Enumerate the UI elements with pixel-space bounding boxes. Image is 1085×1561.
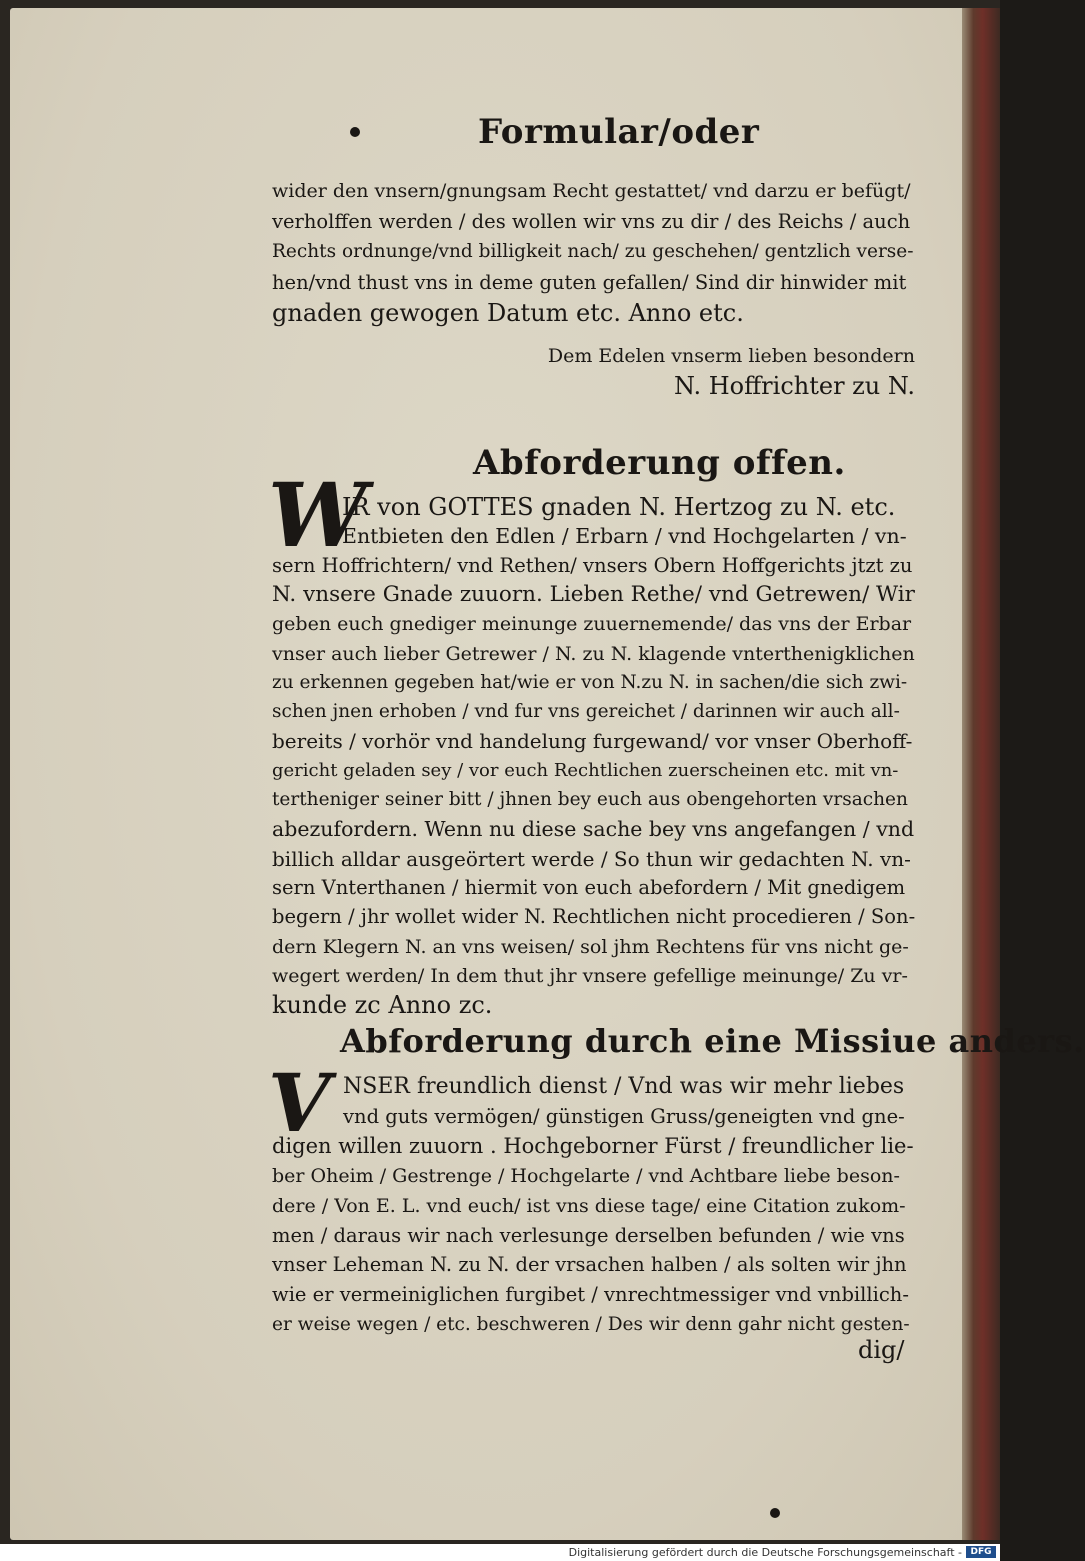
section1-line: abezufordern. Wenn nu diese sache bey vns angefangen / vnd bbox=[272, 817, 915, 842]
section2-heading: Abforderung durch eine Missiue anders. bbox=[340, 1022, 1085, 1060]
section2-line: digen willen zuuorn . Hochgeborner Fürst / freundlicher lie- bbox=[272, 1134, 914, 1159]
section2-line: NSER freundlich dienst / Vnd was wir mehr liebes bbox=[343, 1074, 905, 1099]
section2-line: vnser Leheman N. zu N. der vrsachen halben / als solten wir jhn bbox=[272, 1253, 907, 1277]
section1-line: vnser auch lieber Getrewer / N. zu N. klagende vnterthenigklichen bbox=[272, 642, 915, 665]
catchword: dig/ bbox=[858, 1336, 905, 1364]
section1-line: geben euch gnediger meinunge zuuernemende/ das vns der Erbar bbox=[272, 613, 912, 636]
address-line: Dem Edelen vnserm lieben besondern bbox=[547, 345, 915, 367]
footer-bar bbox=[0, 1544, 1000, 1561]
section2-line: vnd guts vermögen/ günstigen Gruss/geneigten vnd gne- bbox=[343, 1104, 905, 1128]
section2-initial: V bbox=[268, 1056, 331, 1150]
section1-line: sern Vnterthanen / hiermit von euch abefordern / Mit gnedigem bbox=[272, 875, 906, 899]
section1-line: zu erkennen gegeben hat/wie er von N.zu N. in sachen/die sich zwi- bbox=[272, 671, 908, 693]
section2-line: wie er vermeiniglichen furgibet / vnrechtmessiger vnd vnbillich- bbox=[272, 1282, 909, 1306]
ornament-dot-top bbox=[350, 127, 360, 137]
ornament-dot-bottom bbox=[770, 1508, 780, 1518]
section1-line: wegert werden/ In dem thut jhr vnsere gefellige meinunge/ Zu vr- bbox=[272, 964, 908, 987]
section1-line: bereits / vorhör vnd handelung furgewand/ vor vnser Oberhoff- bbox=[272, 729, 913, 754]
opening-line: gnaden gewogen Datum etc. Anno etc. bbox=[272, 299, 744, 327]
section2-line: ber Oheim / Gestrenge / Hochgelarte / vnd Achtbare liebe beson- bbox=[272, 1165, 900, 1188]
section1-line: dern Klegern N. an vns weisen/ sol jhm Rechtens für vns nicht ge- bbox=[272, 935, 909, 958]
footer-credit: Digitalisierung gefördert durch die Deutsche Forschungsgemeinschaft - bbox=[568, 1546, 962, 1559]
section1-line: Entbieten den Edlen / Erbarn / vnd Hochgelarten / vn- bbox=[342, 524, 907, 549]
section1-line: tertheniger seiner bitt / jhnen bey euch aus obengehorten vrsachen bbox=[272, 789, 908, 810]
opening-line: verholffen werden / des wollen wir vns zu dir / des Reichs / auch bbox=[272, 209, 911, 233]
section1-initial: W bbox=[268, 463, 367, 567]
section2-line: dere / Von E. L. vnd euch/ ist vns diese tage/ eine Citation zukom- bbox=[272, 1194, 906, 1217]
opening-line: Rechts ordnunge/vnd billigkeit nach/ zu geschehen/ gentzlich verse- bbox=[272, 241, 914, 262]
running-head: Formular/oder bbox=[478, 112, 760, 152]
section1-line: sern Hoffrichtern/ vnd Rethen/ vnsers Obern Hoffgerichts jtzt zu bbox=[272, 553, 913, 577]
binding-edge bbox=[962, 8, 1000, 1540]
opening-line: wider den vnsern/gnungsam Recht gestattet/ vnd darzu er befügt/ bbox=[272, 180, 911, 202]
section1-line: begern / jhr wollet wider N. Rechtlichen nicht procedieren / Son- bbox=[272, 905, 916, 929]
opening-line: hen/vnd thust vns in deme guten gefallen/ Sind dir hinwider mit bbox=[272, 270, 907, 294]
section1-heading: Abforderung offen. bbox=[473, 443, 846, 483]
dfg-logo: DFG bbox=[966, 1546, 996, 1558]
address-line: N. Hoffrichter zu N. bbox=[674, 372, 915, 400]
section1-line: N. vnsere Gnade zuuorn. Lieben Rethe/ vnd Getrewen/ Wir bbox=[272, 581, 915, 607]
section1-line: IR von GOTTES gnaden N. Hertzog zu N. etc. bbox=[342, 493, 896, 521]
section1-line: billich alldar ausgeörtert werde / So thun wir gedachten N. vn- bbox=[272, 846, 911, 871]
section1-line: gericht geladen sey / vor euch Rechtlichen zuerscheinen etc. mit vn- bbox=[272, 759, 899, 781]
section1-line: kunde zc Anno zc. bbox=[272, 991, 493, 1020]
section2-line: men / daraus wir nach verlesunge derselben befunden / wie vns bbox=[272, 1223, 905, 1247]
section1-line: schen jnen erhoben / vnd fur vns gereichet / darinnen wir auch all- bbox=[272, 701, 900, 723]
section2-line: er weise wegen / etc. beschweren / Des wir denn gahr nicht gesten- bbox=[272, 1313, 910, 1335]
